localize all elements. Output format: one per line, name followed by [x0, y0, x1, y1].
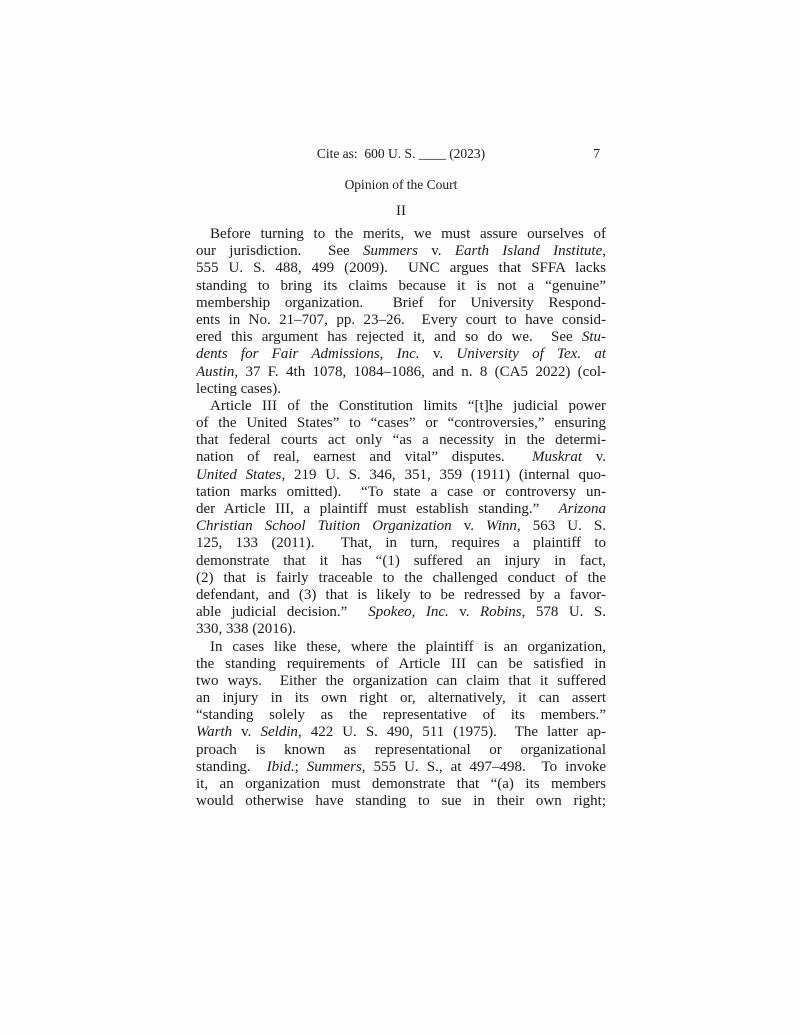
running-header	[196, 177, 606, 193]
text-line: ered this argument has rejected it, and so do we. See Stu-	[196, 329, 606, 346]
text-line: 330, 338 (2016).	[196, 621, 296, 638]
text-line: able judicial decision.” Spokeo, Inc. v. Robins, 578 U. S.	[196, 604, 606, 621]
text-line: the standing requirements of Article III can be satisfied in	[196, 655, 606, 672]
section-number: II	[396, 203, 406, 219]
text-line: standing. Ibid.; Summers, 555 U. S., at 497–498. To invoke	[196, 758, 606, 775]
text-line: lecting cases).	[196, 380, 281, 397]
text-line: proach is known as representational or organizational	[196, 741, 606, 758]
text-line: that federal courts act only “as a necessity in the determi-	[196, 432, 606, 449]
text-line: United States, 219 U. S. 346, 351, 359 (1911) (internal quo-	[196, 466, 606, 483]
text-line: an injury in its own right or, alternatively, it can assert	[196, 690, 606, 707]
citation-text: Cite as: 600 U. S. ____ (2023)	[316, 146, 486, 161]
text-line: standing to bring its claims because it is not a “genuine”	[196, 277, 606, 294]
text-line: membership organization. Brief for University Respond-	[196, 294, 606, 311]
text-line: In cases like these, where the plaintiff is an organization,	[210, 638, 606, 655]
text-line: our jurisdiction. See Summers v. Earth Island Institute,	[196, 243, 606, 260]
text-line: would otherwise have standing to sue in their own right;	[196, 793, 606, 810]
paragraph	[196, 398, 606, 639]
paragraph	[196, 226, 606, 398]
text-line: nation of real, earnest and vital” disputes. Muskrat v.	[196, 449, 606, 466]
opinion-body	[196, 226, 606, 810]
text-line: 555 U. S. 488, 499 (2009). UNC argues that SFFA lacks	[196, 260, 606, 277]
text-line: tation marks omitted). “To state a case or controversy un-	[196, 483, 606, 500]
text-line: (2) that is fairly traceable to the challenged conduct of the	[196, 569, 606, 586]
paragraph	[196, 639, 606, 811]
section-heading	[196, 202, 606, 220]
text-line: defendant, and (3) that is likely to be redressed by a favor-	[196, 586, 606, 603]
text-line: Warth v. Seldin, 422 U. S. 490, 511 (1975). The latter ap-	[196, 724, 606, 741]
text-line: Austin, 37 F. 4th 1078, 1084–1086, and n. 8 (CA5 2022) (col-	[196, 363, 606, 380]
text-line: dents for Fair Admissions, Inc. v. University of Tex. at	[196, 346, 606, 363]
running-header-text: Opinion of the Court	[344, 177, 458, 192]
text-line: 125, 133 (2011). That, in turn, requires a plaintiff to	[196, 535, 606, 552]
citation-header	[196, 146, 606, 162]
text-line: Article III of the Constitution limits “[t]he judicial power	[210, 397, 606, 414]
page-number: 7	[593, 146, 600, 161]
text-line: Christian School Tuition Organization v. Winn, 563 U. S.	[196, 518, 606, 535]
text-line: of the United States” to “cases” or “controversies,” ensuring	[196, 415, 606, 432]
text-line: “standing solely as the representative of its members.”	[196, 707, 606, 724]
text-line: der Article III, a plaintiff must establish standing.” Arizona	[196, 501, 606, 517]
text-line: ents in No. 21–707, pp. 23–26. Every court to have consid-	[196, 311, 606, 328]
text-line: two ways. Either the organization can claim that it suffered	[196, 672, 606, 689]
text-line: it, an organization must demonstrate that “(a) its members	[196, 776, 606, 792]
text-line: Before turning to the merits, we must assure ourselves of	[210, 226, 606, 242]
text-line: demonstrate that it has “(1) suffered an injury in fact,	[196, 552, 606, 569]
